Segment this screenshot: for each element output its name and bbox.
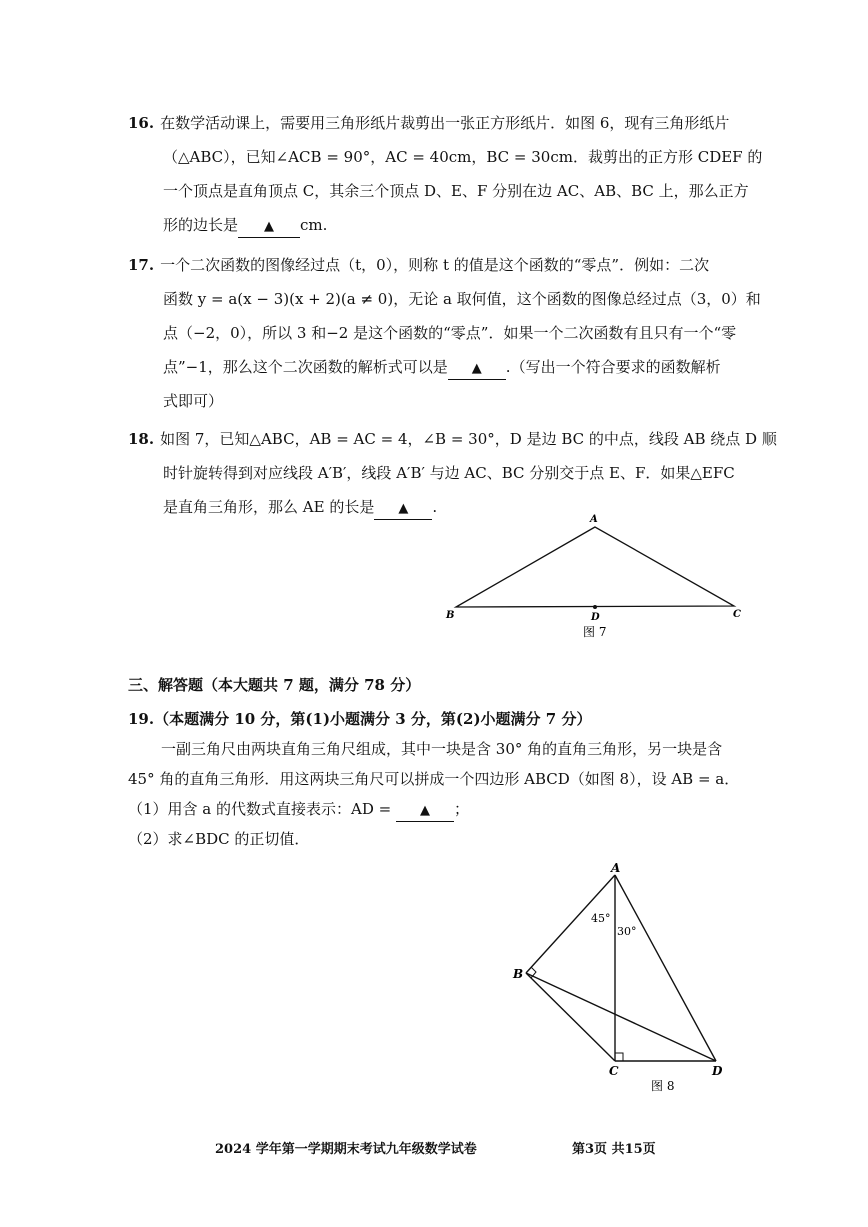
question-number: 17. [128,256,155,274]
figure-7-caption: 图 7 [583,625,607,639]
edge-bd [526,973,716,1061]
q17-line5: 式即可） [163,392,224,410]
vertex-a-label: A [611,861,621,875]
footer-title: 2024 学年第一学期期末考试九年级数学试卷 [215,1142,477,1157]
figure-7 [440,510,750,645]
triangle-abc [456,527,734,607]
question-number: 16. [128,114,155,132]
angle-45-label: 45° [591,912,611,925]
q18-line2: 时针旋转得到对应线段 A′B′，线段 A′B′ 与边 AC、BC 分别交于点 E、F．如果△EFC [163,464,735,482]
page-number: 第3页 共15页 [572,1142,656,1157]
vertex-c-label: C [733,609,741,620]
q17-line3: 点（−2，0），所以 3 和−2 是这个函数的“零点”．如果一个二次函数有且只有一个“零 [163,324,737,342]
q19-sub1-tail: ； [454,800,470,818]
question-18 [128,422,777,524]
q18-period: . [432,498,438,516]
edge-ad [615,875,716,1061]
answer-blank[interactable]: ▲ [238,217,300,238]
figure-8 [505,860,735,1100]
midpoint-d [593,605,597,609]
vertex-c-label: C [609,1064,619,1078]
vertex-b-label: B [513,967,524,981]
q17-line2: 函数 y = a(x − 3)(x + 2)(a ≠ 0)，无论 a 取何值，这个函数的图像总经过点（3，0）和 [163,290,761,308]
question-number: 18. [128,430,155,448]
q17-line4: 点”−1，那么这个二次函数的解析式可以是 [163,358,448,376]
q16-line1: 在数学活动课上，需要用三角形纸片裁剪出一张正方形纸片．如图 6，现有三角形纸片 [160,114,730,132]
figure-8-caption: 图 8 [651,1079,675,1093]
vertex-d-label: D [712,1064,723,1078]
question-17 [128,248,761,418]
q16-line2: （△ABC），已知∠ACB = 90°，AC = 40cm，BC = 30cm．裁剪出的正方形 CDEF 的 [163,148,763,166]
q16-line3: 一个顶点是直角顶点 C，其余三个顶点 D、E、F 分别在边 AC、AB、BC 上，那么正方 [163,182,749,200]
edge-bc [526,973,615,1061]
question-19 [128,704,768,854]
q16-unit: cm. [300,216,328,234]
q19-sub1: （1）用含 a 的代数式直接表示：AD = [128,800,392,818]
q19-sub2: （2）求∠BDC 的正切值． [128,830,310,848]
angle-30-label: 30° [617,925,637,938]
section-heading: 三、解答题（本大题共 7 题，满分 78 分） [128,676,421,694]
q18-line1: 如图 7，已知△ABC，AB = AC = 4，∠B = 30°，D 是边 BC 的中点，线段 AB 绕点 D 顺 [160,430,777,448]
q19-header: 19.（本题满分 10 分，第(1)小题满分 3 分，第(2)小题满分 7 分） [128,710,592,728]
q17-line4-tail: .（写出一个符合要求的函数解析 [505,358,721,376]
q17-line1: 一个二次函数的图像经过点（t，0），则称 t 的值是这个函数的“零点”．例如：二次 [160,256,710,274]
vertex-b-label: B [446,610,455,621]
vertex-d-label: D [591,612,600,623]
vertex-a-label: A [590,514,598,525]
answer-blank[interactable]: ▲ [448,359,506,380]
right-angle-c [615,1053,623,1061]
q16-line4: 形的边长是 [163,216,239,234]
answer-blank[interactable]: ▲ [396,801,454,822]
answer-blank[interactable]: ▲ [374,499,432,520]
q19-para2: 45° 角的直角三角形．用这两块三角尺可以拼成一个四边形 ABCD（如图 8），设 AB = a． [128,770,740,788]
q18-line3: 是直角三角形，那么 AE 的长是 [163,498,375,516]
q19-para1: 一副三角尺由两块直角三角尺组成，其中一块是含 30° 角的直角三角形，另一块是含 [161,740,723,758]
question-16 [128,106,763,242]
